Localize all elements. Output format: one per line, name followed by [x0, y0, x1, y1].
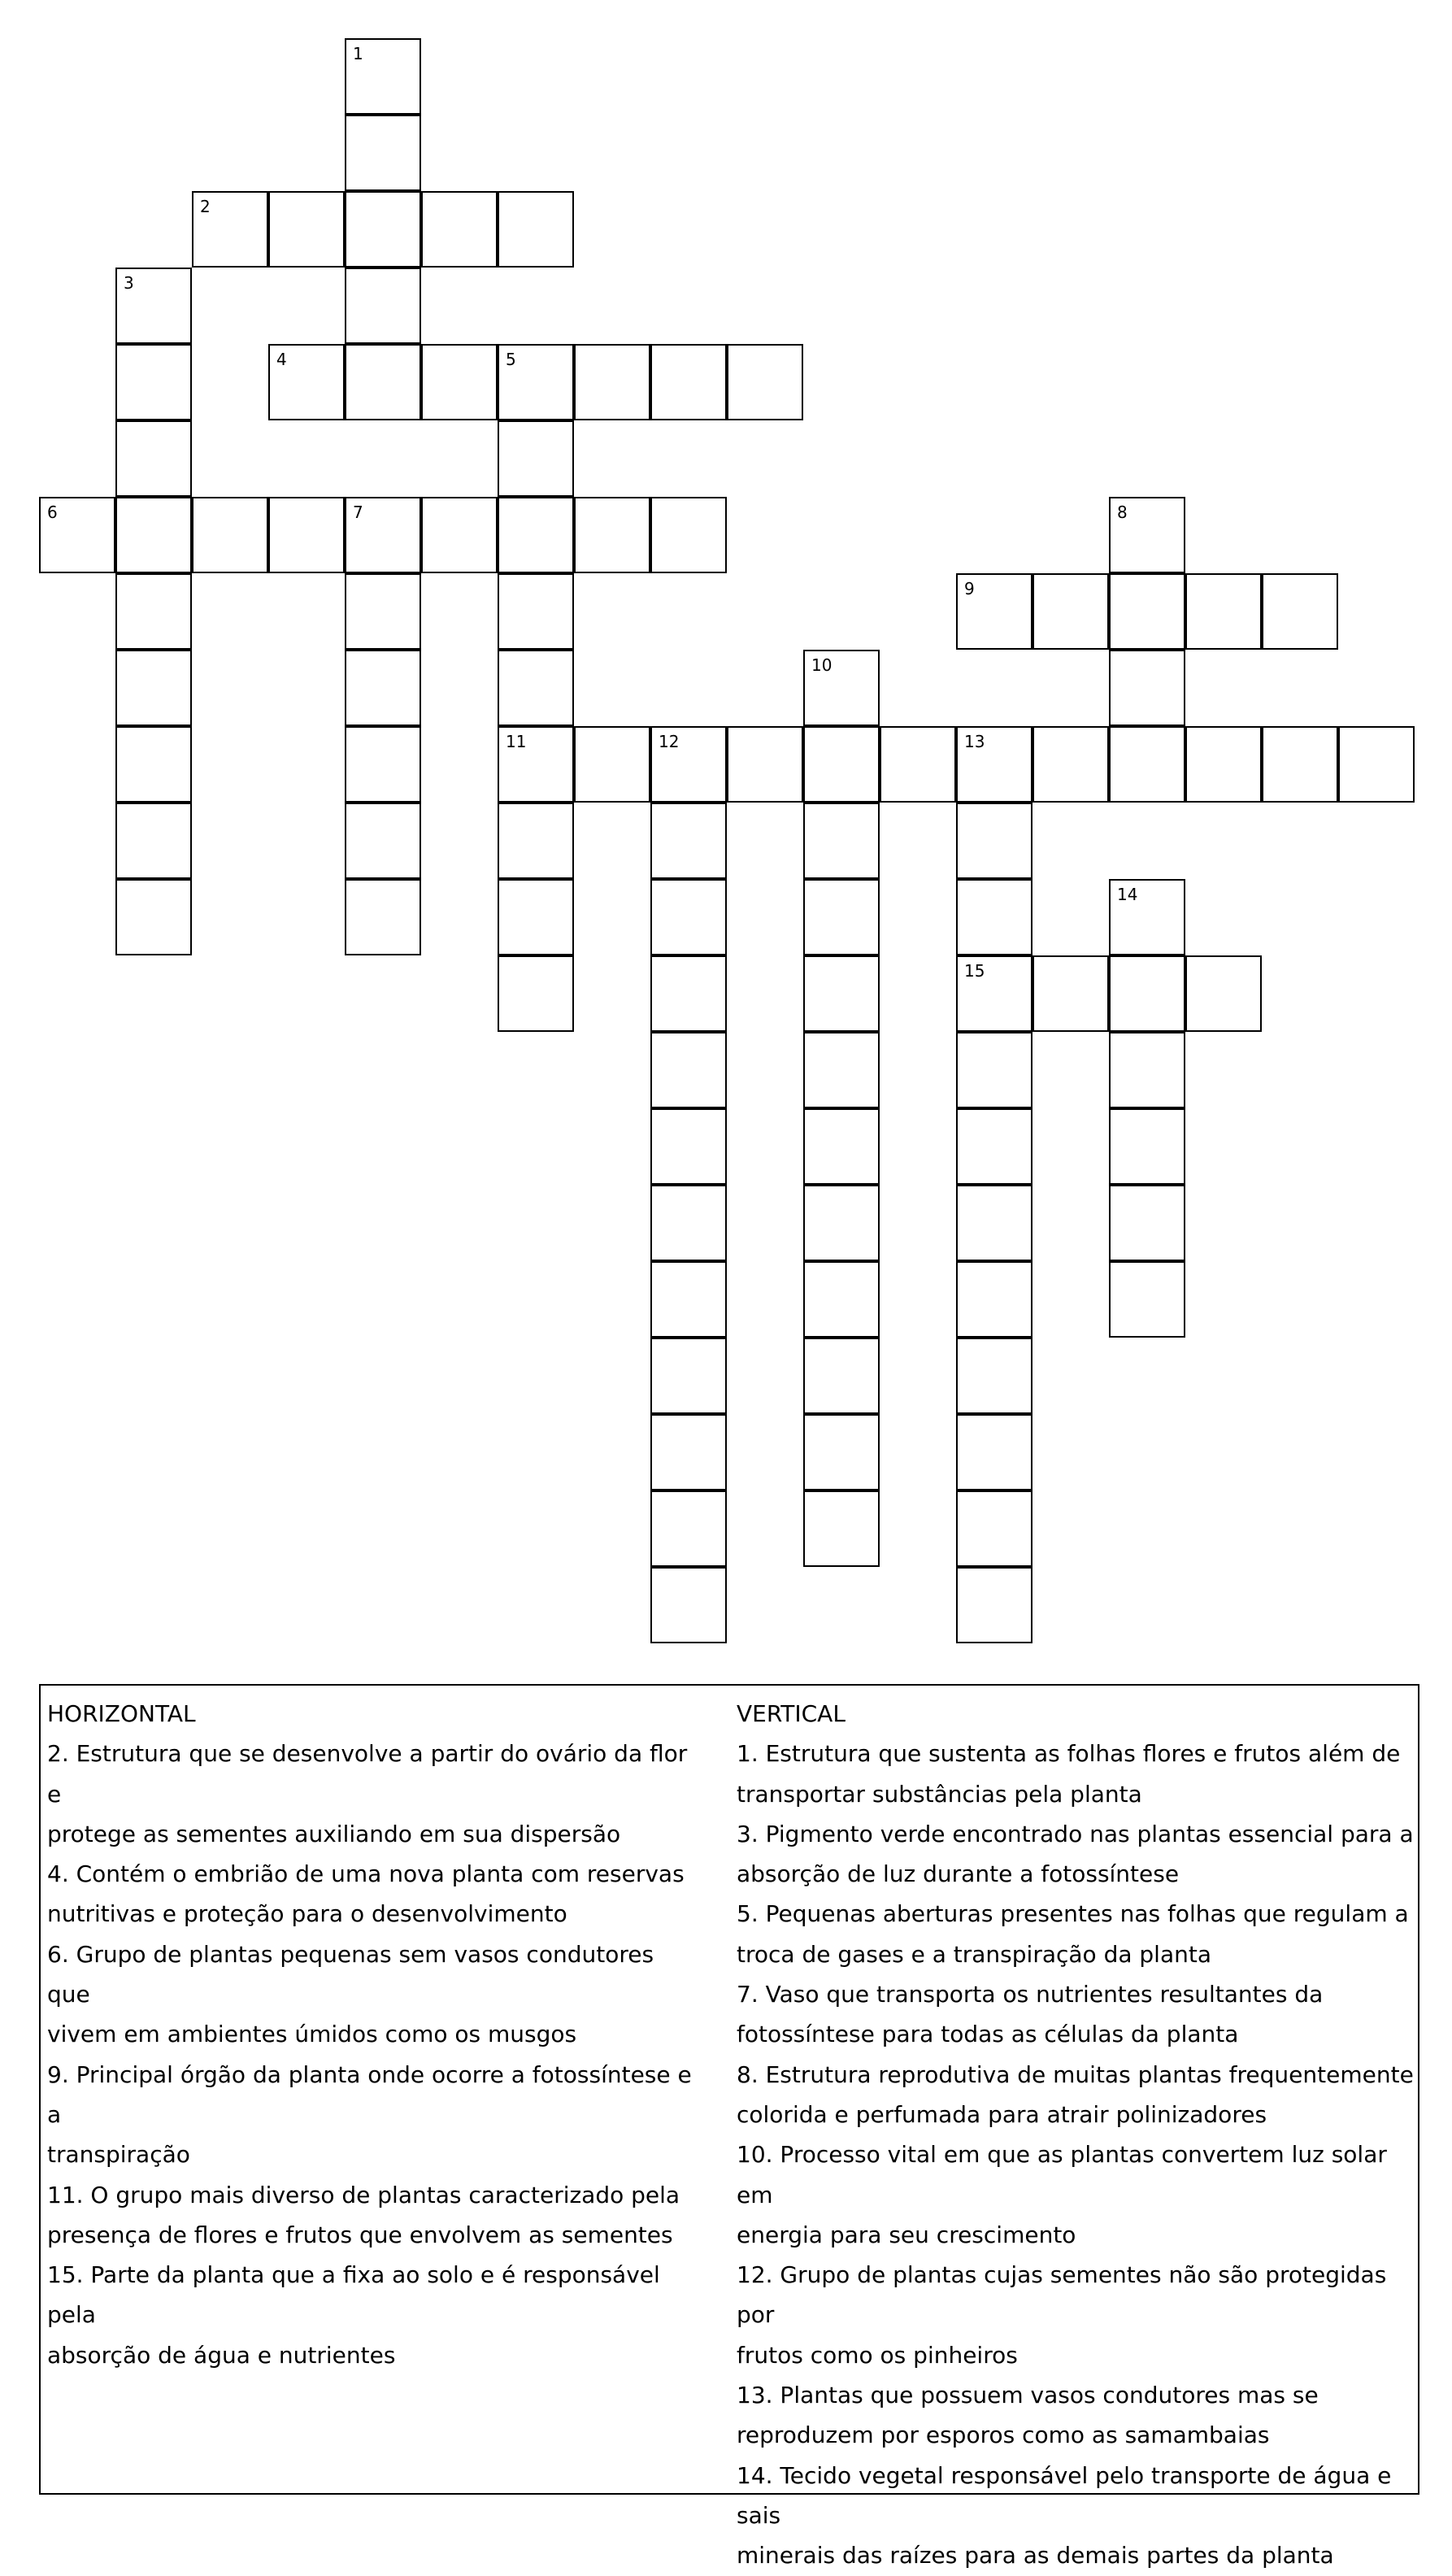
crossword-cell[interactable]	[115, 268, 192, 344]
crossword-cell[interactable]	[650, 344, 727, 420]
crossword-cell[interactable]	[498, 955, 574, 1032]
crossword-cell[interactable]	[268, 191, 345, 268]
crossword-cell[interactable]	[115, 497, 192, 573]
crossword-cell[interactable]	[803, 1185, 880, 1261]
crossword-cell[interactable]	[956, 955, 1032, 1032]
clue-number: 4	[276, 350, 287, 369]
crossword-cell[interactable]	[115, 344, 192, 420]
clue-number: 7	[353, 503, 363, 522]
crossword-cell[interactable]	[650, 497, 727, 573]
clue-number: 2	[200, 197, 211, 216]
crossword-cell[interactable]	[345, 497, 421, 573]
crossword-cell[interactable]	[574, 497, 650, 573]
crossword-cell[interactable]	[345, 879, 421, 955]
crossword-cell[interactable]	[498, 497, 574, 573]
crossword-cell[interactable]	[803, 803, 880, 879]
crossword-cell[interactable]	[650, 1338, 727, 1414]
horizontal-clue-line: 2. Estrutura que se desenvolve a partir do ovário da flor e	[47, 1740, 688, 1808]
crossword-cell[interactable]	[345, 650, 421, 726]
horizontal-clue-line: protege as sementes auxiliando em sua dispersão	[47, 1820, 621, 1847]
horizontal-clue-line: 4. Contém o embrião de uma nova planta com reservas	[47, 1860, 685, 1888]
crossword-cell[interactable]	[1109, 1032, 1185, 1108]
crossword-cell[interactable]	[192, 497, 268, 573]
crossword-cell[interactable]	[498, 650, 574, 726]
crossword-cell[interactable]	[574, 726, 650, 803]
crossword-cell[interactable]	[1109, 1261, 1185, 1338]
crossword-cell[interactable]	[956, 1185, 1032, 1261]
crossword-cell[interactable]	[1109, 726, 1185, 803]
vertical-clue-line: 13. Plantas que possuem vasos condutores mas se	[737, 2382, 1319, 2409]
crossword-cell[interactable]	[345, 573, 421, 650]
vertical-clue-line: 8. Estrutura reprodutiva de muitas plantas frequentemente	[737, 2060, 1414, 2088]
crossword-cell[interactable]	[498, 726, 574, 803]
clue-number: 9	[964, 579, 975, 598]
clue-number: 5	[506, 350, 516, 369]
crossword-cell[interactable]	[956, 1108, 1032, 1185]
crossword-cell[interactable]	[1032, 573, 1109, 650]
crossword-cell[interactable]	[956, 1414, 1032, 1490]
crossword-cell[interactable]	[727, 726, 803, 803]
crossword-cell[interactable]	[956, 726, 1032, 803]
crossword-cell[interactable]	[115, 879, 192, 955]
vertical-clue-line: minerais das raízes para as demais partes da planta	[737, 2542, 1334, 2569]
vertical-clue-line: reproduzem por esporos como as samambaias	[737, 2422, 1270, 2449]
vertical-clue-line: frutos como os pinheiros	[737, 2341, 1018, 2369]
clue-number: 12	[659, 732, 680, 751]
crossword-cell[interactable]	[498, 344, 574, 420]
crossword-cell[interactable]	[1338, 726, 1415, 803]
crossword-cell[interactable]	[421, 191, 498, 268]
crossword-cell[interactable]	[650, 1185, 727, 1261]
crossword-cell[interactable]	[650, 1108, 727, 1185]
crossword-cell[interactable]	[956, 803, 1032, 879]
vertical-clue-line: troca de gases e a transpiração da planta	[737, 1940, 1211, 1968]
vertical-clue-line: 7. Vaso que transporta os nutrientes resultantes da	[737, 1981, 1324, 2008]
crossword-cell[interactable]	[1185, 955, 1262, 1032]
crossword-cell[interactable]	[803, 879, 880, 955]
crossword-cell[interactable]	[650, 1567, 727, 1643]
crossword-cell[interactable]	[345, 803, 421, 879]
crossword-cell[interactable]	[1109, 955, 1185, 1032]
horizontal-clue-line: absorção de água e nutrientes	[47, 2341, 396, 2369]
crossword-cell[interactable]	[956, 1567, 1032, 1643]
crossword-cell[interactable]	[1109, 573, 1185, 650]
crossword-cell[interactable]	[1185, 726, 1262, 803]
horizontal-clue-line: 15. Parte da planta que a fixa ao solo e é responsável pela	[47, 2261, 660, 2329]
crossword-cell[interactable]	[345, 115, 421, 191]
clue-number: 3	[124, 273, 134, 293]
clue-number: 1	[353, 44, 363, 63]
crossword-cell[interactable]	[498, 191, 574, 268]
crossword-cell[interactable]	[803, 1108, 880, 1185]
crossword-cell[interactable]	[1109, 879, 1185, 955]
crossword-cell[interactable]	[803, 1261, 880, 1338]
vertical-clue-line: 10. Processo vital em que as plantas convertem luz solar em	[737, 2141, 1387, 2208]
crossword-cell[interactable]	[650, 1490, 727, 1567]
vertical-title: VERTICAL	[737, 1700, 846, 1727]
clues-box	[39, 1684, 1419, 2569]
crossword-cell[interactable]	[115, 573, 192, 650]
vertical-clue-line: 12. Grupo de plantas cujas sementes não são protegidas por	[737, 2261, 1387, 2329]
crossword-cell[interactable]	[650, 955, 727, 1032]
crossword-cell[interactable]	[727, 344, 803, 420]
crossword-cell[interactable]	[1109, 1108, 1185, 1185]
clue-number: 13	[964, 732, 985, 751]
crossword-cell[interactable]	[880, 726, 956, 803]
crossword-cell[interactable]	[803, 1032, 880, 1108]
crossword-cell[interactable]	[803, 1414, 880, 1490]
vertical-clue-line: colorida e perfumada para atrair polinizadores	[737, 2100, 1267, 2128]
horizontal-clues	[47, 1694, 698, 2375]
crossword-cell[interactable]	[421, 497, 498, 573]
crossword-cell[interactable]	[650, 879, 727, 955]
crossword-cell[interactable]	[268, 344, 345, 420]
vertical-clues	[737, 1694, 1419, 2576]
crossword-cell[interactable]	[650, 726, 727, 803]
crossword-cell[interactable]	[192, 191, 268, 268]
crossword-cell[interactable]	[956, 1490, 1032, 1567]
crossword-cell[interactable]	[1262, 573, 1338, 650]
crossword-cell[interactable]	[956, 879, 1032, 955]
crossword-cell[interactable]	[803, 1338, 880, 1414]
crossword-cell[interactable]	[498, 420, 574, 497]
crossword-cell[interactable]	[498, 803, 574, 879]
vertical-clue-line: energia para seu crescimento	[737, 2221, 1076, 2248]
horizontal-clue-line: 11. O grupo mais diverso de plantas caracterizado pela	[47, 2181, 680, 2208]
crossword-cell[interactable]	[1262, 726, 1338, 803]
clue-number: 6	[47, 503, 58, 522]
vertical-clue-line: 1. Estrutura que sustenta as folhas flores e frutos além de	[737, 1740, 1401, 1768]
vertical-clue-line: 3. Pigmento verde encontrado nas plantas essencial para a	[737, 1820, 1414, 1847]
crossword-cell[interactable]	[650, 1414, 727, 1490]
crossword-cell[interactable]	[803, 650, 880, 726]
crossword-cell[interactable]	[574, 344, 650, 420]
vertical-clue-line: absorção de luz durante a fotossíntese	[737, 1860, 1180, 1888]
horizontal-clue-line: nutritivas e proteção para o desenvolvimento	[47, 1900, 567, 1928]
horizontal-clue-line: transpiração	[47, 2141, 190, 2169]
crossword-cell[interactable]	[803, 1490, 880, 1567]
vertical-clue-line: fotossíntese para todas as células da planta	[737, 2021, 1239, 2048]
crossword-cell[interactable]	[1185, 573, 1262, 650]
crossword-cell[interactable]	[956, 1032, 1032, 1108]
crossword-cell[interactable]	[803, 726, 880, 803]
crossword-cell[interactable]	[115, 803, 192, 879]
crossword-cell[interactable]	[345, 191, 421, 268]
crossword-cell[interactable]	[1109, 650, 1185, 726]
crossword-cell[interactable]	[1032, 726, 1109, 803]
horizontal-clue-line: 9. Principal órgão da planta onde ocorre a fotossíntese e a	[47, 2060, 692, 2128]
clue-number: 8	[1117, 503, 1128, 522]
crossword-cell[interactable]	[498, 879, 574, 955]
clue-number: 11	[506, 732, 527, 751]
horizontal-clue-line: vivem em ambientes úmidos como os musgos	[47, 2021, 577, 2048]
crossword-cell[interactable]	[115, 726, 192, 803]
vertical-clue-line: 14. Tecido vegetal responsável pelo transporte de água e sais	[737, 2461, 1392, 2529]
horizontal-clue-line: 6. Grupo de plantas pequenas sem vasos condutores que	[47, 1940, 654, 2008]
crossword-cell[interactable]	[268, 497, 345, 573]
vertical-clue-line: 5. Pequenas aberturas presentes nas folhas que regulam a	[737, 1900, 1409, 1928]
crossword-cell[interactable]	[421, 344, 498, 420]
crossword-cell[interactable]	[115, 420, 192, 497]
crossword-cell[interactable]	[650, 1261, 727, 1338]
crossword-cell[interactable]	[956, 1338, 1032, 1414]
crossword-cell[interactable]	[39, 497, 115, 573]
crossword-cell[interactable]	[650, 1032, 727, 1108]
horizontal-clue-line: presença de flores e frutos que envolvem as sementes	[47, 2221, 673, 2248]
clue-number: 10	[811, 655, 833, 675]
crossword-cell[interactable]	[345, 726, 421, 803]
crossword-cell[interactable]	[803, 955, 880, 1032]
clue-number: 15	[964, 961, 985, 981]
crossword-cell[interactable]	[345, 344, 421, 420]
crossword-cell[interactable]	[956, 573, 1032, 650]
crossword-cell[interactable]	[650, 803, 727, 879]
vertical-clue-line: transportar substâncias pela planta	[737, 1780, 1142, 1808]
crossword-cell[interactable]	[345, 268, 421, 344]
crossword-cell[interactable]	[498, 573, 574, 650]
crossword-cell[interactable]	[1109, 497, 1185, 573]
crossword-cell[interactable]	[115, 650, 192, 726]
crossword-cell[interactable]	[345, 38, 421, 115]
clue-number: 14	[1117, 885, 1138, 904]
crossword-cell[interactable]	[1109, 1185, 1185, 1261]
crossword-cell[interactable]	[1032, 955, 1109, 1032]
crossword-cell[interactable]	[956, 1261, 1032, 1338]
horizontal-title: HORIZONTAL	[47, 1700, 196, 1727]
